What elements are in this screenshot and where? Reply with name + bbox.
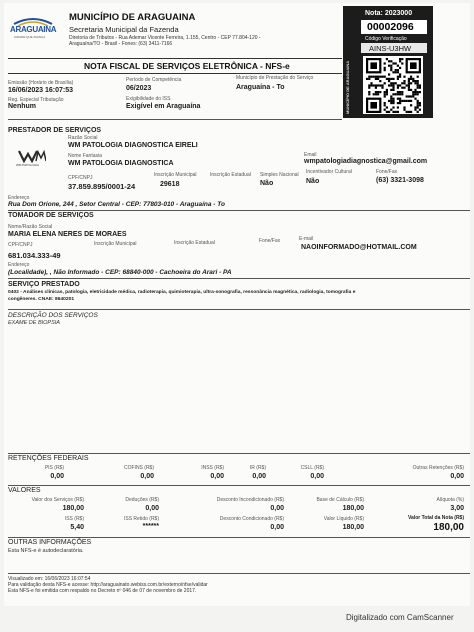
pis-label: PIS (R$): [44, 465, 64, 471]
retentions-section-title: RETENÇÕES FEDERAIS: [8, 455, 89, 462]
iss-exigibility-label: Exigibilidade do ISS: [126, 96, 171, 102]
footer-line-3: Esta NFS-e foi emitida com respaldo no Decreto nº 046 de 07 de novembro de 2017.: [8, 588, 197, 594]
provider-cpf-value: 37.859.895/0001-24: [68, 182, 136, 191]
taker-inscr-mun-label: Inscrição Municipal: [94, 241, 137, 247]
municipality-logo: [8, 15, 58, 41]
title-bottom-rule: [8, 73, 342, 74]
pis-value: 0,00: [50, 473, 64, 480]
service-line-1: 0402 - Análises clínicas, patologia, eletricidade médica, radioterapia, quimioterapia, ultra-sonografia, ressonância magnética, radiologia, tomografia e: [8, 290, 356, 295]
taker-rule: [8, 210, 470, 211]
inss-label: INSS (R$): [201, 465, 224, 471]
cofins-value: 0,00: [140, 473, 154, 480]
taker-cpf-value: 681.034.333-49: [8, 251, 61, 260]
razao-value: WM PATOLOGIA DIAGNOSTICA EIRELI: [68, 142, 198, 149]
other-info-text: Esta NFS-e é autodeclaratória.: [8, 548, 84, 554]
competence-value: 06/2023: [126, 85, 152, 92]
desc-incond-label: Desconto Incondicionado (R$): [216, 497, 284, 503]
nfse-document: [4, 3, 470, 606]
valor-total-value: 180,00: [433, 522, 464, 533]
desc-incond-value: 0,00: [270, 505, 284, 512]
provider-logo: [16, 149, 46, 169]
service-rule: [8, 278, 470, 279]
taker-nome-label: Nome/Razão Social: [8, 224, 53, 230]
other-info-rule: [8, 537, 470, 538]
logo-text: ARAGUAINA: [10, 25, 57, 34]
taker-email-label: E-mail: [299, 236, 314, 242]
iss-retido-value: ******: [142, 523, 159, 530]
provider-inscr-est-label: Inscrição Estadual: [210, 172, 251, 178]
provider-cpf-label: CPF/CNPJ: [68, 175, 93, 181]
taker-inscr-est-label: Inscrição Estadual: [174, 240, 215, 246]
csll-value: 0,00: [310, 473, 324, 480]
aliquota-label: Alíquota (%): [436, 497, 464, 503]
document-title: NOTA FISCAL DE SERVIÇOS ELETRÔNICA - NFS-e: [84, 61, 290, 71]
razao-label: Razão Social: [68, 135, 98, 141]
iss-value: 5,40: [70, 524, 84, 531]
deducoes-value: 0,00: [145, 505, 159, 512]
taker-cpf-label: CPF/CNPJ: [8, 242, 33, 248]
taker-fone-label: Fone/Fax: [259, 238, 281, 244]
valor-liquido-value: 180,00: [342, 524, 364, 531]
footer-rule: [8, 573, 470, 574]
incentivador-value: Não: [306, 178, 320, 185]
outras-retencoes-value: 0,00: [450, 473, 464, 480]
provider-rule: [8, 119, 342, 120]
iss-exigibility-value: Exigível em Araguaína: [126, 103, 201, 110]
outras-retencoes-label: Outras Retenções (R$): [412, 465, 464, 471]
fantasia-value: WM PATOLOGIA DIAGNOSTICA: [68, 160, 174, 167]
verification-code: AINS-U3HW: [369, 44, 412, 53]
competence-label: Período de Competência: [126, 77, 182, 83]
values-section-title: VALORES: [8, 487, 41, 494]
taker-nome-value: MARIA ELENA NERES DE MORAES: [8, 231, 127, 238]
csll-label: CSLL (R$): [300, 465, 324, 471]
provider-endereco-label: Endereço: [8, 195, 30, 201]
desc-cond-label: Desconto Condicionado (R$): [219, 516, 284, 522]
nota-number: 00002096: [367, 21, 414, 33]
footer-line-2: Para validação desta NFS-e acesse: http://araguainato.webiss.com.br/externo/nfse/validar: [8, 582, 208, 588]
taker-endereco-value: (Localidade), , Não Informado - CEP: 68840-000 - Cachoeira do Arari - PA: [8, 269, 232, 276]
provider-inscr-mun-value: 29618: [160, 181, 180, 188]
footer-line-1: Visualizado em: 16/06/2023 16:07:54: [8, 576, 91, 582]
deducoes-label: Deduções (R$): [125, 497, 159, 503]
taker-section-title: TOMADOR DE SERVIÇOS: [8, 212, 94, 219]
incentivador-label: Incentivador Cultural: [306, 169, 352, 175]
stub-side-text: MUNICÍPIO DE ARAGUAINA: [345, 60, 350, 114]
description-text: EXAME DE BIOPSIA: [8, 320, 60, 326]
service-section-title: SERVIÇO PRESTADO: [8, 281, 80, 288]
camscanner-watermark: Digitalizado com CamScanner: [346, 613, 454, 622]
provider-fone-value: (63) 3321-3098: [376, 177, 424, 184]
municipality-service-value: Araguaína - To: [236, 84, 285, 91]
verification-stub: [343, 6, 433, 118]
retentions-rule: [8, 453, 470, 454]
regime-value: Nenhum: [8, 103, 36, 110]
municipality-title: MUNICÍPIO DE ARAGUAINA: [69, 12, 196, 23]
address-line-2: Araguaína/TO - Brasil - Fones: (63) 3411-7166: [69, 41, 173, 47]
provider-section-title: PRESTADOR DE SERVIÇOS: [8, 127, 102, 134]
desc-cond-value: 0,00: [270, 524, 284, 531]
service-line-2: congêneres. CNAE: 8640201: [8, 297, 75, 302]
emission-value: 16/06/2023 16:07:53: [8, 87, 73, 94]
nota-label: Nota: 2023000: [365, 10, 413, 17]
aliquota-value: 3,00: [450, 505, 464, 512]
qr-code: [363, 56, 423, 114]
simples-value: Não: [260, 180, 274, 187]
valor-total-label: Valor Total da Nota (R$): [407, 515, 464, 521]
valor-servicos-value: 180,00: [62, 505, 84, 512]
provider-logo-text: WM PATOLOGIA: [16, 163, 40, 167]
ir-value: 0,00: [252, 473, 266, 480]
ir-label: IR (R$): [249, 465, 266, 471]
provider-endereco-value: Rua Dom Orione, 244 , Setor Central - CEP: 77803-010 - Araguaína - To: [8, 201, 225, 208]
emission-label: Emissão (Horário de Brasília): [8, 80, 74, 86]
base-calculo-value: 180,00: [342, 505, 364, 512]
description-section-title: DESCRIÇÃO DOS SERVIÇOS: [8, 312, 98, 319]
cofins-label: COFINS (R$): [124, 465, 154, 471]
provider-email-value: wmpatologiadiagnostica@gmail.com: [304, 158, 428, 165]
values-rule: [8, 485, 470, 486]
municipality-service-label: Município de Prestação do Serviço: [236, 75, 314, 81]
fantasia-label: Nome Fantasia: [68, 153, 102, 159]
provider-inscr-mun-label: Inscrição Municipal: [154, 172, 197, 178]
valor-servicos-label: Valor dos Serviços (R$): [31, 497, 84, 503]
iss-retido-label: ISS Retido (R$): [123, 516, 159, 522]
inss-value: 0,00: [210, 473, 224, 480]
iss-label: ISS (R$): [64, 516, 84, 522]
taker-endereco-label: Endereço: [8, 262, 30, 268]
valor-liquido-label: Valor Líquido (R$): [323, 516, 364, 522]
taker-email-value: NAOINFORMADO@HOTMAIL.COM: [301, 244, 417, 251]
provider-email-label: Email: [304, 152, 317, 158]
logo-subtitle: CIDADE QUE AVANÇA: [14, 35, 46, 39]
title-top-rule: [8, 58, 342, 59]
description-rule: [8, 309, 470, 310]
provider-fone-label: Fone/Fax: [376, 169, 398, 175]
simples-label: Simples Nacional: [260, 172, 299, 178]
regime-label: Reg. Especial Tributação: [8, 97, 64, 103]
qr-code-icon: [363, 56, 423, 114]
verification-label: Código Verificação: [365, 36, 407, 42]
other-info-section-title: OUTRAS INFORMAÇÕES: [8, 539, 92, 546]
base-calculo-label: Base de Cálculo (R$): [316, 497, 364, 503]
address-line-1: Diretoria de Tributos - Rua Ademar Vicente Ferreira, 1.155, Centro - CEP 77.804-120 -: [69, 35, 261, 41]
provider-logo-icon: [16, 149, 46, 163]
department-name: Secretaria Municipal da Fazenda: [69, 25, 179, 34]
